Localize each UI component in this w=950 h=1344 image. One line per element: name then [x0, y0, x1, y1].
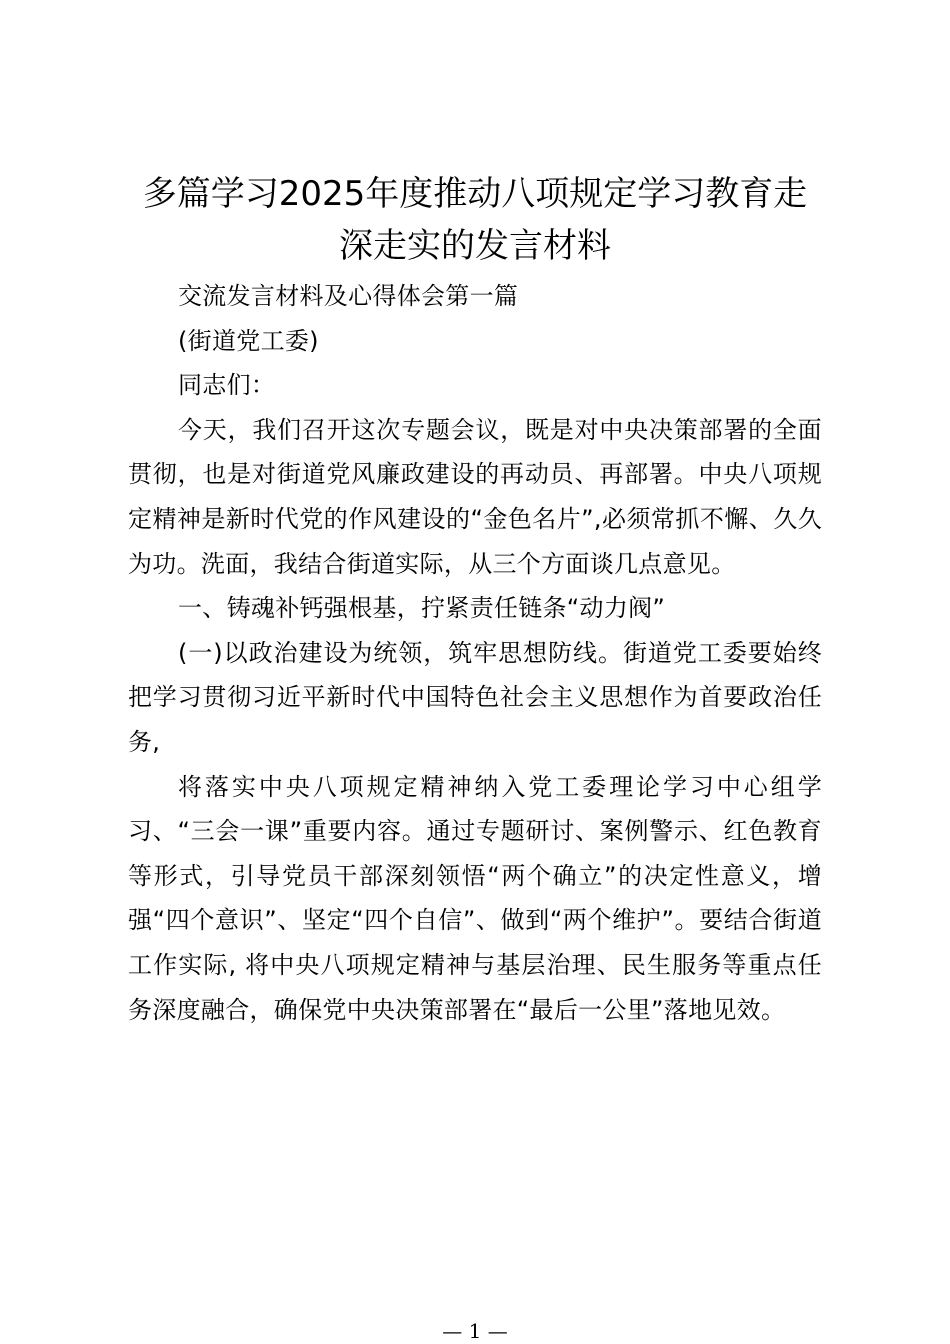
- part-heading: 一、铸魂补钙强根基，拧紧责任链条“动力阀”: [178, 594, 666, 623]
- salutation: 同志们：: [178, 371, 276, 400]
- speaker-organization: (街道党工委): [178, 326, 319, 355]
- body-paragraph: (一)以政治建设为统领，筑牢思想防线。街道党工委要始终把学习贯彻习近平新时代中国特色社会主义思想作为首要政治任务,: [128, 638, 822, 756]
- body-paragraph: 将落实中央八项规定精神纳入党工委理论学习中心组学习、“三会一课”重要内容。通过专题研讨、案例警示、红色教育等形式，引导党员干部深刻领悟“两个确立”的决定性意义，增强“四个意识”、坚定“四个自信”、做到“两个维护”。要结合街道工作实际, 将中央八项规定精神与基层治理、民生服务等重点任务深度融合，确保党中央决策部署在“最后一公里”落地见效。: [128, 772, 822, 1024]
- title-line-1: 多篇学习2025年度推动八项规定学习教育走: [142, 174, 808, 214]
- page-number: — 1 —: [442, 1319, 508, 1343]
- document-body: [128, 274, 822, 1032]
- title-line-2: 深走实的发言材料: [339, 226, 611, 266]
- body-paragraph: 今天，我们召开这次专题会议，既是对中央决策部署的全面贯彻，也是对街道党风廉政建设的再动员、再部署。中央八项规定精神是新时代党的作风建设的“金色名片”,必须常抓不懈、久久为功。洗面，我结合街道实际，从三个方面谈几点意见。: [128, 415, 822, 578]
- document-title: [110, 168, 840, 272]
- section-heading: 交流发言材料及心得体会第一篇: [178, 282, 519, 310]
